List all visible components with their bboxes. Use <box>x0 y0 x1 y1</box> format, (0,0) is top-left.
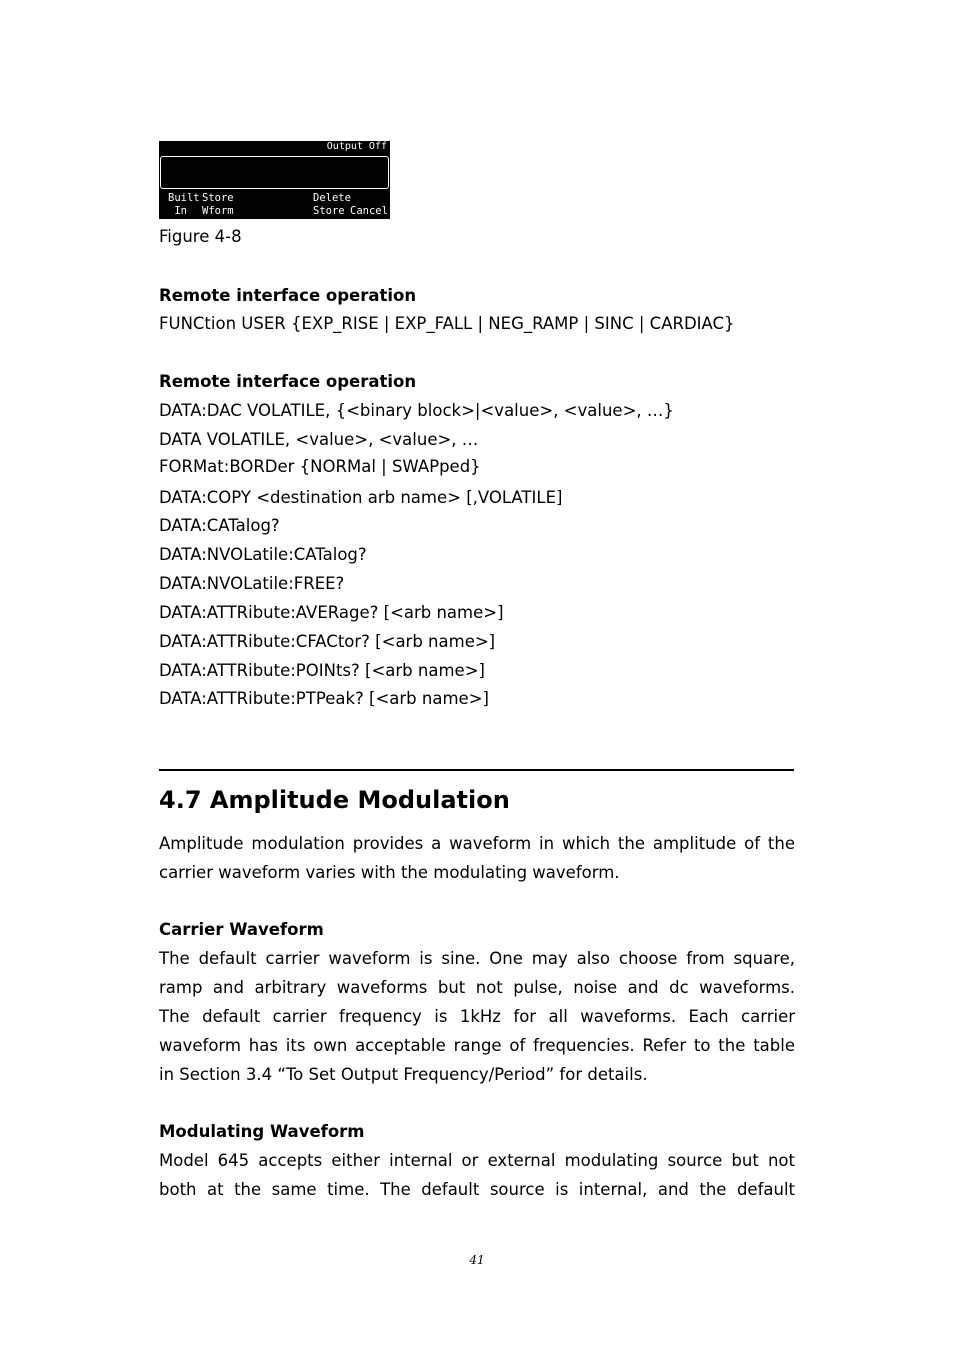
figure-caption: Figure 4-8 <box>159 227 242 246</box>
remote2-line: DATA:COPY <destination arb name> [,VOLATILE] <box>159 488 563 507</box>
softkey-cancel: Cancel <box>350 205 388 217</box>
remote2-line: FORMat:BORDer {NORMal | SWAPped} <box>159 457 481 476</box>
remote1-line: FUNCtion USER {EXP_RISE | EXP_FALL | NEG_RAMP | SINC | CARDIAC} <box>159 314 735 333</box>
carrier-paragraph: The default carrier waveform is sine. One may also choose from square, ramp and arbitrary waveforms but not pulse, noise and dc waveforms. The default carrier frequency is 1kHz for all waveforms. Each carrier waveform has its own acceptable range of frequencies. Refer to the table in Section 3.4 “To Set Output Frequency/Period” for details. <box>159 949 795 1084</box>
remote2-line: DATA:ATTRibute:AVERage? [<arb name>] <box>159 603 504 622</box>
remote2-line: DATA:CATalog? <box>159 516 280 535</box>
remote2-line: DATA VOLATILE, <value>, <value>, … <box>159 430 479 449</box>
softkey-store-wform: Store Wform <box>202 192 234 217</box>
carrier-heading: Carrier Waveform <box>159 920 324 939</box>
softkey-built-in: Built In <box>168 192 200 217</box>
section-intro: Amplitude modulation provides a waveform in which the amplitude of the carrier waveform varies with the modulating waveform. <box>159 834 795 882</box>
remote-heading-2: Remote interface operation <box>159 372 417 391</box>
lcd-screenshot <box>159 141 390 219</box>
page-number: 41 <box>469 1253 485 1267</box>
modulating-paragraph: Model 645 accepts either internal or external modulating source but not both at the same time. The default source is internal, and the default <box>159 1151 795 1199</box>
output-status: Output Off <box>326 141 387 152</box>
remote2-line: DATA:ATTRibute:PTPeak? [<arb name>] <box>159 689 489 708</box>
remote-heading-1: Remote interface operation <box>159 286 417 305</box>
modulating-heading: Modulating Waveform <box>159 1122 365 1141</box>
remote2-line: DATA:ATTRibute:CFACtor? [<arb name>] <box>159 632 496 651</box>
softkey-delete-store: Delete Store <box>313 192 351 217</box>
remote2-line: DATA:DAC VOLATILE, {<binary block>|<value>, <value>, …} <box>159 401 674 420</box>
remote2-line: DATA:ATTRibute:POINts? [<arb name>] <box>159 661 485 680</box>
remote2-line: DATA:NVOLatile:FREE? <box>159 574 345 593</box>
lcd-display-area <box>160 156 389 189</box>
section-divider <box>159 769 794 771</box>
section-title: 4.7 Amplitude Modulation <box>159 786 510 814</box>
remote2-line: DATA:NVOLatile:CATalog? <box>159 545 367 564</box>
